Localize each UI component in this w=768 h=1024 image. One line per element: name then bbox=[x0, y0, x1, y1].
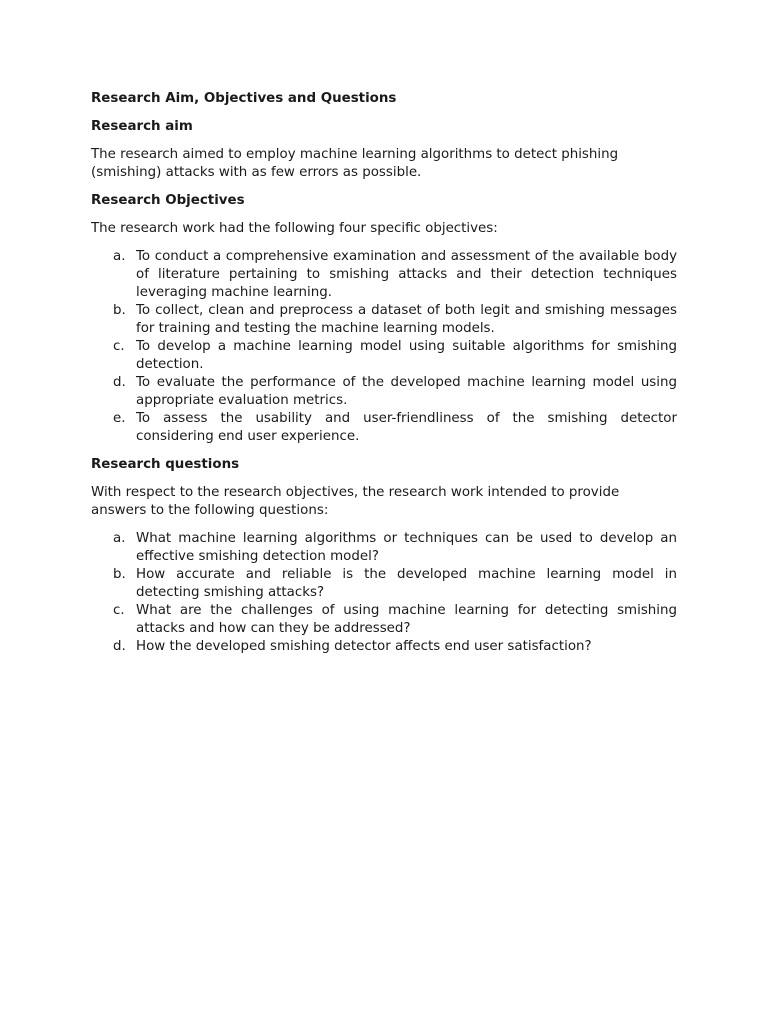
list-item bbox=[91, 530, 677, 566]
document-page bbox=[91, 90, 677, 666]
list-marker: c. bbox=[113, 339, 125, 354]
list-marker: a. bbox=[113, 531, 126, 546]
list-item bbox=[91, 374, 677, 410]
list-item-text: What machine learning algorithms or techniques can be used to develop an effective smishing detection model? bbox=[136, 531, 677, 564]
aim-paragraph: The research aimed to employ machine learning algorithms to detect phishing (smishing) attacks with as few errors as possible. bbox=[91, 147, 619, 180]
questions-heading: Research questions bbox=[91, 457, 240, 472]
list-marker: a. bbox=[113, 249, 126, 264]
list-marker: b. bbox=[113, 567, 126, 582]
list-item-text: To collect, clean and preprocess a dataset of both legit and smishing messages for training and testing the machine learning models. bbox=[136, 303, 677, 336]
list-marker: c. bbox=[113, 603, 125, 618]
list-item-text: To assess the usability and user-friendliness of the smishing detector considering end user experience. bbox=[136, 411, 677, 444]
list-marker: d. bbox=[113, 375, 126, 390]
list-item-text: What are the challenges of using machine learning for detecting smishing attacks and how can they be addressed? bbox=[136, 603, 677, 636]
objectives-heading: Research Objectives bbox=[91, 193, 245, 208]
list-item bbox=[91, 410, 677, 446]
objectives-intro: The research work had the following four specific objectives: bbox=[91, 221, 498, 236]
aim-heading: Research aim bbox=[91, 119, 193, 134]
list-marker: b. bbox=[113, 303, 126, 318]
objectives-list bbox=[91, 248, 677, 446]
list-marker: d. bbox=[113, 639, 126, 654]
list-item bbox=[91, 338, 677, 374]
list-item bbox=[91, 302, 677, 338]
list-item-text: How the developed smishing detector affects end user satisfaction? bbox=[136, 639, 592, 654]
list-item-text: To conduct a comprehensive examination and assessment of the available body of literature pertaining to smishing attacks and their detection techniques leveraging machine learning. bbox=[136, 249, 677, 300]
list-item-text: How accurate and reliable is the developed machine learning model in detecting smishing attacks? bbox=[136, 567, 677, 600]
list-marker: e. bbox=[113, 411, 126, 426]
list-item-text: To evaluate the performance of the developed machine learning model using appropriate evaluation metrics. bbox=[136, 375, 677, 408]
list-item bbox=[91, 638, 677, 656]
list-item-text: To develop a machine learning model using suitable algorithms for smishing detection. bbox=[136, 339, 677, 372]
list-item bbox=[91, 602, 677, 638]
questions-intro: With respect to the research objectives, the research work intended to provide answers to the following questions: bbox=[91, 485, 620, 518]
page-title: Research Aim, Objectives and Questions bbox=[91, 91, 397, 106]
questions-list bbox=[91, 530, 677, 656]
list-item bbox=[91, 566, 677, 602]
list-item bbox=[91, 248, 677, 302]
